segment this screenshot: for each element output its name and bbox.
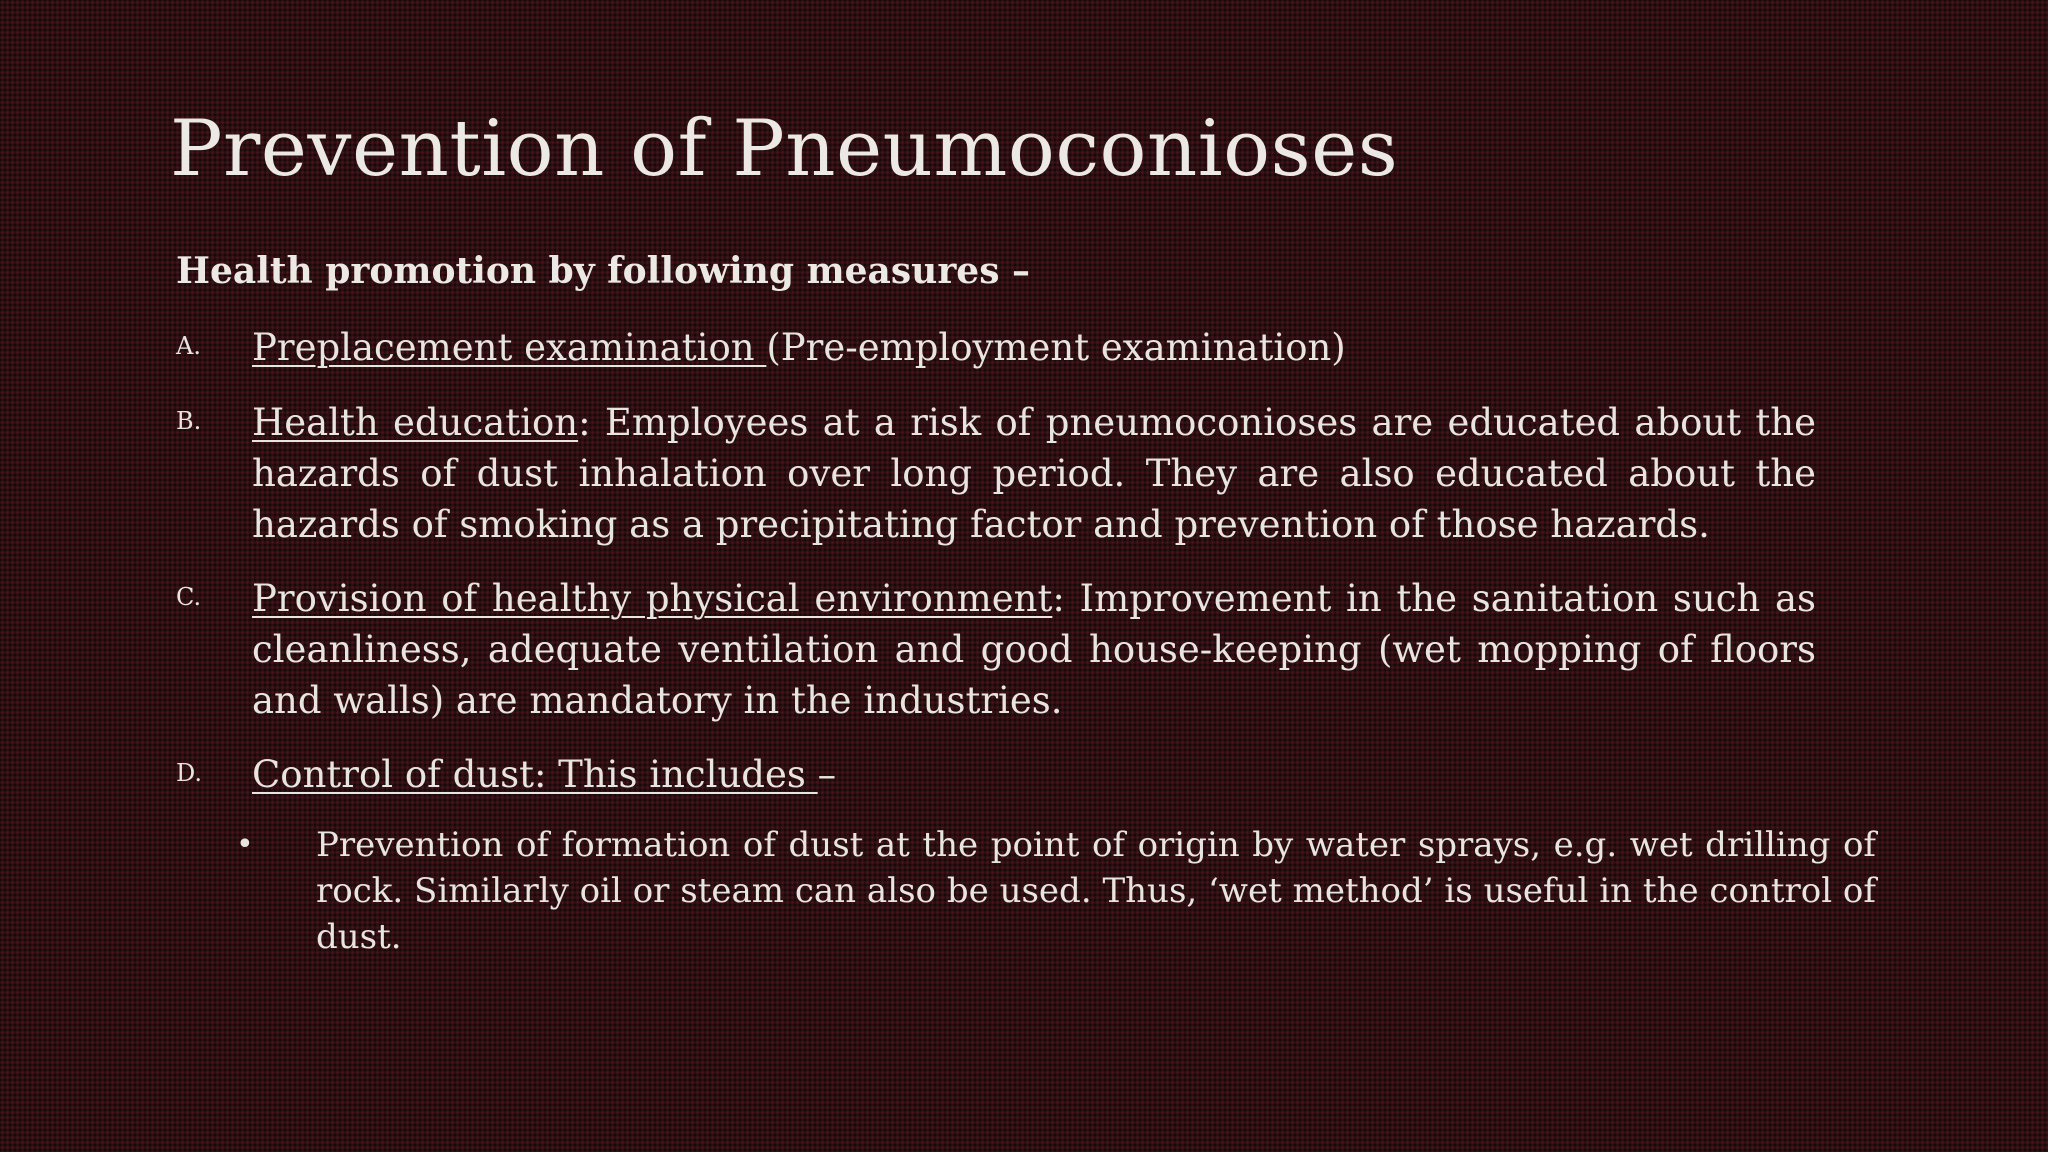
- list-item-b-text: [252, 397, 1816, 550]
- list-item-d-text: [252, 749, 1816, 800]
- intro-text: Health promotion by following measures –: [176, 250, 1030, 292]
- list-item-c-body: : Improvement in the sanitation such as cleanliness, adequate ventilation and good house-keeping (wet mopping of floors and walls) are mandatory in the industries.: [252, 577, 1817, 722]
- list-item-d: [176, 749, 1816, 800]
- list-marker-b: B.: [176, 407, 202, 435]
- list-marker-a: A.: [176, 332, 201, 360]
- list-item-a-heading: Preplacement examination: [252, 326, 767, 369]
- bullet-icon: •: [236, 827, 254, 862]
- list-item-c: [176, 573, 1816, 726]
- list-item-c-text: [252, 573, 1816, 726]
- list-marker-d: D.: [176, 759, 203, 787]
- list-item-a: [176, 322, 1816, 373]
- list-marker-c: C.: [176, 583, 202, 611]
- sub-list-item-text: Prevention of formation of dust at the point of origin by water sprays, e.g. wet drilling of rock. Similarly oil or steam can also be used. Thus, ‘wet method’ is useful in the control of dust.: [316, 825, 1876, 957]
- list-item-d-heading: Control of dust: This includes: [252, 753, 818, 796]
- list-item-c-heading: Provision of healthy physical environment: [252, 577, 1053, 620]
- list-item-b-body: : Employees at a risk of pneumoconioses are educated about the hazards of dust inhalation over long period. They are also educated about the hazards of smoking as a precipitating factor and prevention of those hazards.: [252, 401, 1817, 546]
- sub-list-item: [236, 822, 1876, 960]
- list-item-b: [176, 397, 1816, 550]
- slide-title: Prevention of Pneumoconioses: [170, 104, 1399, 194]
- list-item-a-text: [252, 322, 1816, 373]
- list-item-a-body: (Pre-employment examination): [766, 326, 1346, 369]
- list-item-d-body: –: [817, 753, 837, 796]
- list-item-b-heading: Health education: [252, 401, 579, 444]
